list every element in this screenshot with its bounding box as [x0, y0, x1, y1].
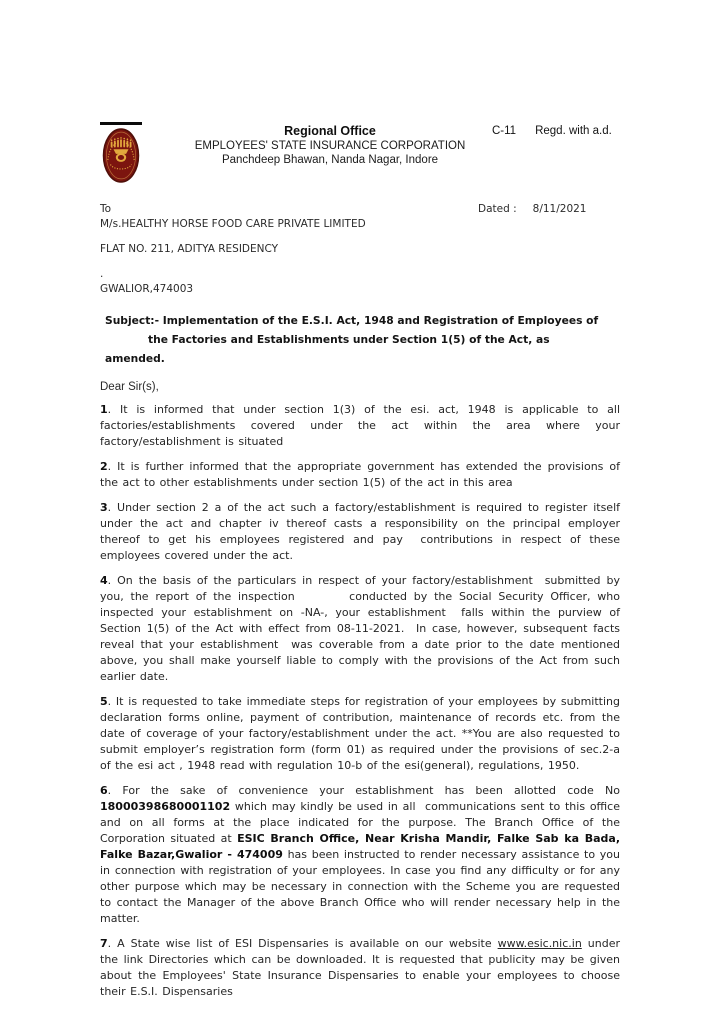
paragraph-6 — [100, 783, 620, 927]
organization-name: EMPLOYEES' STATE INSURANCE CORPORATION — [194, 140, 466, 152]
office-address: Panchdeep Bhawan, Nanda Nagar, Indore — [221, 154, 439, 166]
bold-text-run: 1 — [100, 403, 108, 416]
subject-line: amended. — [105, 352, 165, 365]
paragraph-7 — [100, 936, 620, 1000]
office-title: Regional Office — [284, 124, 376, 138]
bold-text-run: 2 — [100, 460, 108, 473]
salutation: Dear Sir(s), — [100, 381, 159, 393]
text-run: . It is informed that under section 1(3) of the esi. act, 1948 is applicable to all factories/establishments covered under the act within the area where your factory/establishment is situated — [100, 403, 620, 448]
text-run: . Under section 2 a of the act such a factory/establishment is required to register itself under the act and chapter iv thereof casts a responsibility on the principal employer thereof to get his employees registered and pay contributions in respect of these employees covered under the act. — [100, 501, 620, 562]
subject-line: Subject:- Implementation of the E.S.I. Act, 1948 and Registration of Employees of — [105, 314, 599, 327]
text-run: . On the basis of the particulars in respect of your factory/establishment submitted by you, the report of the inspection conducted by the Social Security Officer, who inspected your establishment on -NA-, your establishment falls within the purview of Section 1(5) of the Act with effect from 08-11-2021. In case, however, subsequent facts reveal that your establishment was coverable from a date prior to the date mentioned above, you shall make yourself liable to comply with the provisions of the Act from such earlier date. — [100, 574, 620, 683]
date-block — [478, 202, 586, 217]
bold-text-run: 3 — [100, 501, 108, 514]
bold-text-run: ESIC Branch Office, Near Krisha Mandir, Falke Sab ka Bada, Falke Bazar,Gwalior - 474009 — [100, 832, 620, 861]
bold-text-run: 4 — [100, 574, 108, 587]
paragraph-4 — [100, 573, 620, 685]
text-run: . A State wise list of ESI Dispensaries is available on our website — [107, 937, 498, 950]
letterhead — [100, 122, 620, 186]
subject-block — [100, 311, 620, 368]
bold-text-run: 6 — [100, 784, 108, 797]
letterhead-center — [100, 124, 560, 166]
form-code: C-11 — [492, 125, 517, 137]
to-label: To — [100, 203, 112, 215]
letter-date: 8/11/2021 — [532, 203, 587, 215]
paragraph-2 — [100, 459, 620, 491]
paragraph-1 — [100, 402, 620, 450]
recipient-name: M/s.HEALTHY HORSE FOOD CARE PRIVATE LIMITED — [100, 218, 366, 230]
bold-text-run: 7 — [100, 937, 108, 950]
dated-label: Dated : — [478, 203, 517, 215]
paragraph-5 — [100, 694, 620, 774]
text-run: . For the sake of convenience your establishment has been allotted code No — [107, 784, 620, 797]
text-run: which may kindly be used in all communications sent to this office and on all forms at the place indicated for the purpose. The Branch Office of the Corporation situated at — [100, 800, 620, 845]
recipient-address-line: . — [100, 268, 104, 280]
text-run: . It is further informed that the appropriate government has extended the provisions of the act to other establishments under section 1(5) of the act in this area — [100, 460, 620, 489]
text-run: . It is requested to take immediate steps for registration of your employees by submitting declaration forms online, payment of contribution, maintenance of records etc. from the date of coverage of your factory/establishment under the act. **You are also requested to submit employer’s registration form (form 01) as required under the provisions of sec.2-a of the esi act , 1948 read with regulation 10-b of the esi(general), regulations, 1950. — [100, 695, 620, 772]
recipient-block — [100, 202, 620, 297]
letter-body — [100, 402, 620, 1000]
subject-line: the Factories and Establishments under Section 1(5) of the Act, as — [148, 333, 550, 346]
text-run: has been instructed to render necessary assistance to you in connection with registration of your employees. In case you find any difficulty or for any other purpose which may be necessary in connection with the Scheme you are requested to contact the Manager of the above Branch Office who will render necessary help in the matter. — [100, 848, 620, 925]
text-run: under the link Directories which can be downloaded. It is requested that publicity may be given about the Employees' State Insurance Dispensaries to enable your employees to choose their E.S.I. Dispensaries — [100, 937, 620, 998]
recipient-city: GWALIOR,474003 — [100, 283, 194, 295]
recipient-address-line: FLAT NO. 211, ADITYA RESIDENCY — [100, 243, 279, 255]
website-link: www.esic.nic.in — [497, 937, 582, 950]
letterhead-right — [492, 125, 612, 137]
bold-text-run: 18000398680001102 — [100, 800, 231, 813]
paragraph-3 — [100, 500, 620, 564]
regd-note: Regd. with a.d. — [535, 125, 612, 137]
bold-text-run: 5 — [100, 695, 108, 708]
